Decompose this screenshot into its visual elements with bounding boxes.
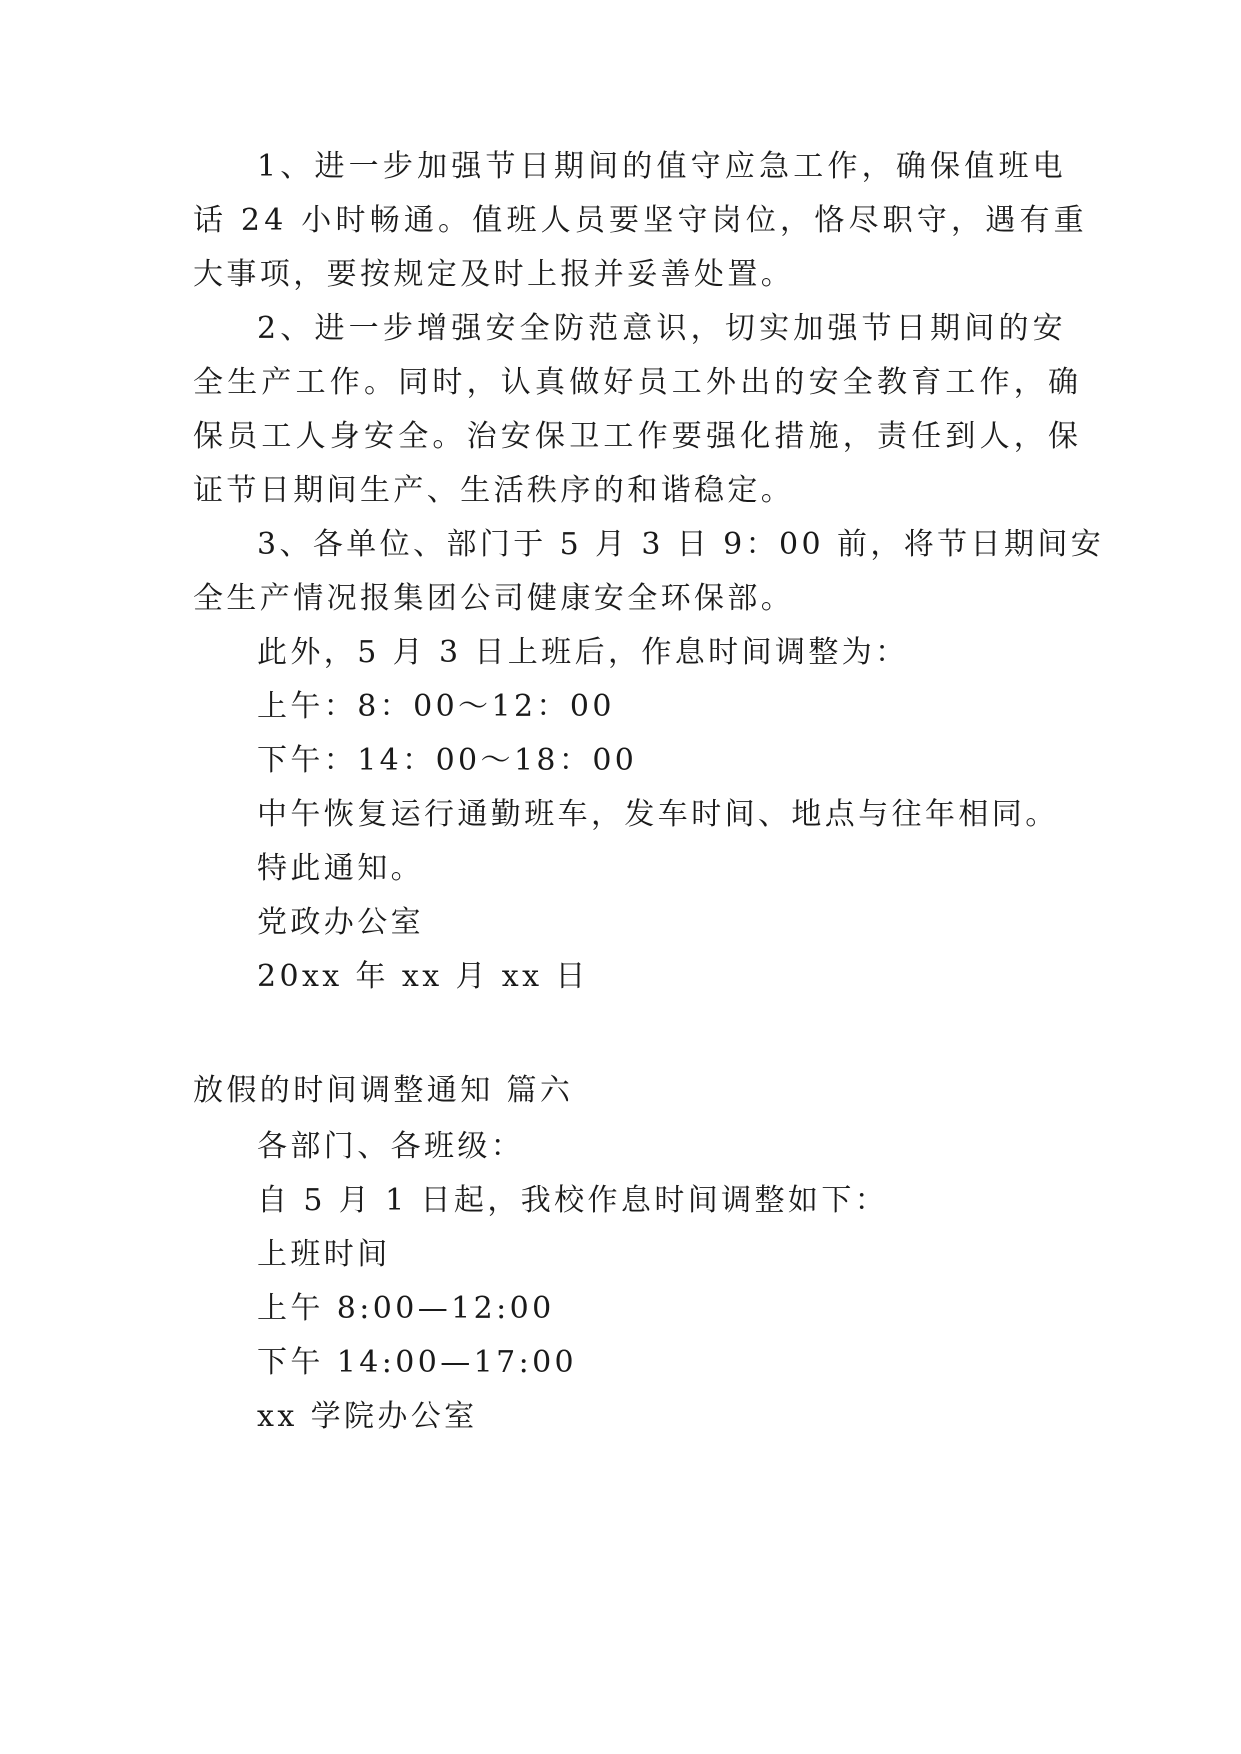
paragraph-3-line-2: 全生产情况报集团公司健康安全环保部。 bbox=[193, 581, 795, 616]
paragraph-3-line-1: 3、各单位、部门于 5 月 3 日 9：00 前，将节日期间安 bbox=[257, 527, 1105, 562]
paragraph-1-line-3: 大事项，要按规定及时上报并妥善处置。 bbox=[193, 257, 795, 292]
shuttle-note: 中午恢复运行通勤班车，发车时间、地点与往年相同。 bbox=[257, 797, 1059, 832]
paragraph-2-line-2: 全生产工作。同时，认真做好员工外出的安全教育工作，确 bbox=[193, 365, 1083, 400]
issuer-name-six: xx 学院办公室 bbox=[257, 1399, 478, 1434]
paragraph-1-line-2: 话 24 小时畅通。值班人员要坚守岗位，恪尽职守，遇有重 bbox=[193, 203, 1088, 238]
schedule-intro-six: 自 5 月 1 日起，我校作息时间调整如下： bbox=[257, 1183, 889, 1218]
closing-text: 特此通知。 bbox=[257, 851, 424, 886]
paragraph-2-line-1: 2、进一步增强安全防范意识，切实加强节日期间的安 bbox=[257, 311, 1067, 346]
paragraph-2-line-3: 保员工人身安全。治安保卫工作要强化措施，责任到人，保 bbox=[193, 419, 1083, 454]
paragraph-2-line-4: 证节日期间生产、生活秩序的和谐稳定。 bbox=[193, 473, 795, 508]
work-hours-label: 上班时间 bbox=[257, 1237, 391, 1272]
morning-hours-six: 上午 8:00—12:00 bbox=[257, 1291, 555, 1326]
issuer-name: 党政办公室 bbox=[257, 905, 424, 940]
issue-date: 20xx 年 xx 月 xx 日 bbox=[257, 959, 589, 994]
salutation: 各部门、各班级： bbox=[257, 1129, 525, 1164]
section-heading: 放假的时间调整通知 篇六 bbox=[193, 1073, 574, 1108]
paragraph-1-line-1: 1、进一步加强节日期间的值守应急工作，确保值班电 bbox=[257, 149, 1067, 184]
schedule-intro: 此外，5 月 3 日上班后，作息时间调整为： bbox=[257, 635, 909, 670]
afternoon-hours: 下午：14：00～18：00 bbox=[257, 743, 638, 778]
afternoon-hours-six: 下午 14:00—17:00 bbox=[257, 1345, 578, 1380]
morning-hours: 上午：8：00～12：00 bbox=[257, 689, 615, 724]
